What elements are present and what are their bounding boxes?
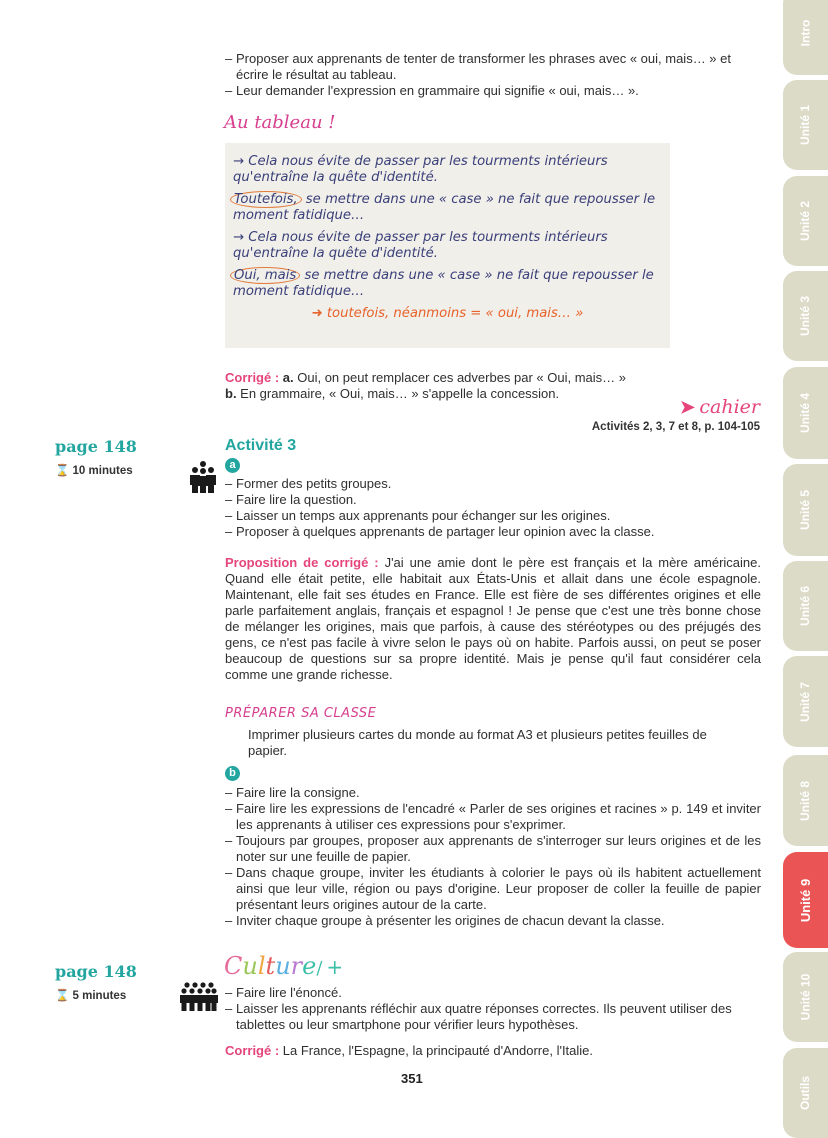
list-item: – Laisser un temps aux apprenants pour échanger sur les origines. [225,508,765,524]
hourglass-icon: ⌛ [55,465,70,477]
corrige-label: Corrigé : [225,370,280,385]
activity-title: Activité 3 [225,437,297,454]
badge-b: b [225,766,240,781]
list-item: – Toujours par groupes, proposer aux apprenants de s'interroger sur leurs origines et de les noter sur une feuille de papier. [225,833,761,865]
list-item: – Faire lire l'énoncé. [225,985,765,1001]
list-item: – Dans chaque groupe, inviter les étudiants à colorier le pays où ils habitent actuellement ainsi que leur ville, région ou pays d'origine. Leur proposer de coller la feuille de papier présentant leurs origines autour de la carte. [225,865,761,913]
circled-word: Oui, mais [230,267,300,284]
circled-word: Toutefois, [230,191,302,208]
list-item: – Proposer à quelques apprenants de partager leur opinion avec la classe. [225,524,765,540]
tab-unite-5[interactable]: Unité 5 [783,464,828,556]
board-line: Toutefois, se mettre dans une « case » ne fait que repousser le moment fatidique… [233,192,662,224]
tab-unite-6[interactable]: Unité 6 [783,561,828,651]
proposition-corrige: Proposition de corrigé : J'ai une amie dont le père est français et la mère américaine. Quand elle était petite, elle habitait aux États-Unis et allait dans une école espagnole. Maintenant, elle fait ses études en France. Elle est fière de ses différentes origines et elle parle parfaitement anglais, français et espagnol ! Je pense que c'est une très bonne chose de mélanger les origines, mais que parfois, à cause des stéréotypes ou des préjugés des gens, ce n'est pas facile à vivre selon le pays où on habite. Parfois aussi, on peut se poser beaucoup de questions sur sa propre identité. Mais je pense qu'il faut considérer cela comme une grande richesse. [225,555,761,682]
proposition-label: Proposition de corrigé : [225,555,379,570]
tab-unite-7[interactable]: Unité 7 [783,656,828,747]
list-item: – Faire lire la question. [225,492,765,508]
tab-outils[interactable]: Outils [783,1048,828,1138]
cahier-label: cahier [699,396,760,418]
tab-unite-9[interactable]: Unité 9 [783,852,828,948]
board-line: Oui, mais se mettre dans une « case » ne fait que repousser le moment fatidique… [233,268,662,300]
steps-b [225,785,761,929]
steps-a [225,476,765,540]
tab-unite-4[interactable]: Unité 4 [783,367,828,459]
board-line: → Cela nous évite de passer par les tourments intérieurs qu'entraîne la quête d'identité. [233,230,608,261]
tab-unite-3[interactable]: Unité 3 [783,271,828,361]
whole-class-icon [180,982,218,1012]
tab-unite-8[interactable]: Unité 8 [783,755,828,846]
list-item: – Leur demander l'expression en grammaire qui signifie « oui, mais… ». [225,83,765,99]
list-item: – Faire lire les expressions de l'encadré « Parler de ses origines et racines » p. 149 et inviter les apprenants à utiliser ces expressions pour s'exprimer. [225,801,761,833]
list-item: – Faire lire la consigne. [225,785,761,801]
plus-icon: + [326,955,344,979]
cahier-reference [680,396,760,418]
board-box [225,143,670,348]
board-heading: Au tableau ! [224,112,336,133]
cahier-activities: Activités 2, 3, 7 et 8, p. 104-105 [591,421,760,433]
tab-intro[interactable]: Intro [783,0,828,75]
culture-corrige: Corrigé : La France, l'Espagne, la principauté d'Andorre, l'Italie. [225,1043,594,1058]
culture-title: Culture∕ + [224,952,344,980]
tab-unite-10[interactable]: Unité 10 [783,952,828,1042]
corrige-label: Corrigé : [225,1043,280,1058]
prep-title: PRÉPARER SA CLASSE [225,706,377,721]
tab-unite-1[interactable]: Unité 1 [783,80,828,170]
list-item: – Proposer aux apprenants de tenter de transformer les phrases avec « oui, mais… » et écrire le résultat au tableau. [225,51,765,83]
duration: ⌛ 5 minutes [55,990,127,1002]
page-ref: page 148 [55,962,137,981]
badge-a: a [225,458,240,473]
board-conclusion: ➜ toutefois, néanmoins = « oui, mais… » [311,306,584,321]
list-item: – Inviter chaque groupe à présenter les origines de chacun devant la classe. [225,913,761,929]
page-ref: page 148 [55,437,137,456]
unit-tabs [783,0,828,1123]
group-work-icon [189,461,217,493]
prep-text: Imprimer plusieurs cartes du monde au format A3 et plusieurs petites feuilles de papier. [248,727,707,758]
board-line: → Cela nous évite de passer par les tourments intérieurs qu'entraîne la quête d'identité. [233,154,608,185]
culture-steps [225,985,765,1033]
tab-unite-2[interactable]: Unité 2 [783,176,828,266]
hourglass-icon: ⌛ [55,990,70,1002]
corrige-block: Corrigé : a. Oui, on peut remplacer ces adverbes par « Oui, mais… » b. En grammaire, « Oui, mais… » s'appelle la concession. [225,370,627,401]
page-number: 351 [401,1071,423,1086]
list-item: – Laisser les apprenants réfléchir aux quatre réponses correctes. Ils peuvent utiliser des tablettes ou leur smartphone pour vérifier leurs hypothèses. [225,1001,765,1033]
duration: ⌛ 10 minutes [55,465,133,477]
intro-steps [225,51,765,99]
chevron-right-icon: ➤ [679,397,695,417]
list-item: – Former des petits groupes. [225,476,765,492]
